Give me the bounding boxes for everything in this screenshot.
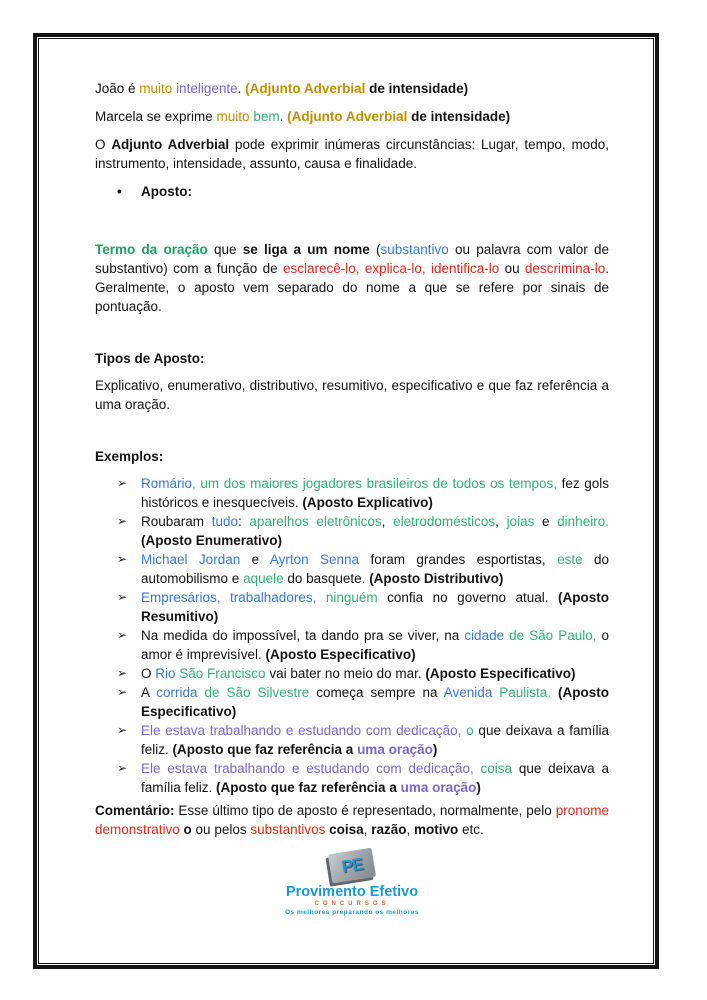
provimento-efetivo-logo: [95, 851, 609, 916]
paragraph-comentario: Comentário: Esse último tipo de aposto é representado, normalmente, pelo pronome demonstrativo o ou pelos substantivos coisa, razão, motivo etc.: [95, 803, 609, 837]
example-item-resumitivo: [117, 588, 609, 626]
page-content: [37, 37, 655, 965]
aposto-bullet-item: [95, 182, 609, 201]
page-border-frame: [33, 33, 659, 969]
arrow-bullet-icon: ➢: [117, 552, 128, 566]
arrow-bullet-icon: ➢: [117, 685, 128, 699]
example-text: Ele estava trabalhando e estudando com dedicação, o que deixava a família feliz. (Aposto que faz referência a uma oração): [141, 723, 609, 757]
arrow-bullet-icon: ➢: [117, 514, 128, 528]
paragraph-tipos-list: Explicativo, enumerativo, distributivo, resumitivo, especificativo e que faz referência a uma oração.: [95, 378, 609, 412]
logo-subtitle: CONCURSOS: [314, 901, 390, 907]
example-item-especificativo-2: [117, 664, 609, 683]
logo-cube-icon: [328, 848, 376, 884]
sentence-joao: João é muito inteligente. (Adjunto Adverbial de intensidade): [95, 81, 469, 96]
example-text: O Rio São Francisco vai bater no meio do mar. (Aposto Especificativo): [141, 666, 576, 681]
paragraph-adjunto-adverbial: O Adjunto Adverbial pode exprimir inúmeras circunstâncias: Lugar, tempo, modo, instrumento, intensidade, assunto, causa e finalidade.: [95, 137, 609, 171]
exemplos-heading: Exemplos:: [95, 449, 164, 464]
logo-initials: PE: [340, 854, 364, 877]
paragraph-aposto-definition: Termo da oração que se liga a um nome (substantivo ou palavra com valor de substantivo) com a função de esclarecê-lo, explica-lo, identifica-lo ou descrimina-lo. Geralmente, o aposto vem separado do nome a que se refere por sinais de pontuação.: [95, 242, 609, 314]
bullet-dot-icon: •: [117, 184, 122, 199]
example-text: A corrida de São Silvestre começa sempre na Avenida Paulista. (Aposto Especificativo): [141, 685, 610, 719]
example-text: Romário, um dos maiores jogadores brasileiros de todos os tempos, fez gols históricos e inesquecíveis. (Aposto Explicativo): [141, 476, 609, 510]
logo-name: Provimento Efetivo: [285, 884, 419, 900]
example-item-enumerativo: [117, 512, 609, 550]
arrow-bullet-icon: ➢: [117, 761, 128, 775]
arrow-bullet-icon: ➢: [117, 590, 128, 604]
arrow-bullet-icon: ➢: [117, 628, 128, 642]
arrow-bullet-icon: ➢: [117, 723, 128, 737]
examples-list: [95, 474, 609, 797]
example-item-especificativo-1: [117, 626, 609, 664]
example-item-referencia-oracao-1: [117, 721, 609, 759]
example-text: Ele estava trabalhando e estudando com dedicação, coisa que deixava a família feliz. (Aposto que faz referência a uma oração): [141, 761, 609, 795]
example-text: Empresários, trabalhadores, ninguém confia no governo atual. (Aposto Resumitivo): [141, 590, 609, 624]
example-item-referencia-oracao-2: [117, 759, 609, 797]
example-item-explicativo: [117, 474, 609, 512]
aposto-heading: Aposto:: [141, 184, 192, 199]
logo-tagline: Os melhores preparando os melhores: [284, 909, 420, 916]
example-item-especificativo-3: [117, 683, 610, 721]
example-text: Roubaram tudo: aparelhos eletrônicos, eletrodomésticos, joias e dinheiro. (Aposto Enumerativo): [141, 514, 609, 548]
example-item-distributivo: [117, 550, 610, 588]
arrow-bullet-icon: ➢: [117, 666, 128, 680]
example-text: Na medida do impossível, ta dando pra se viver, na cidade de São Paulo, o amor é imprevisível. (Aposto Especificativo): [141, 628, 609, 662]
sentence-marcela: Marcela se exprime muito bem. (Adjunto Adverbial de intensidade): [95, 109, 511, 124]
example-text: Michael Jordan e Ayrton Senna foram grandes esportistas, este do automobilismo e aquele do basquete. (Aposto Distributivo): [141, 552, 610, 586]
arrow-bullet-icon: ➢: [117, 476, 128, 490]
tipos-de-aposto-heading: Tipos de Aposto:: [95, 351, 205, 366]
